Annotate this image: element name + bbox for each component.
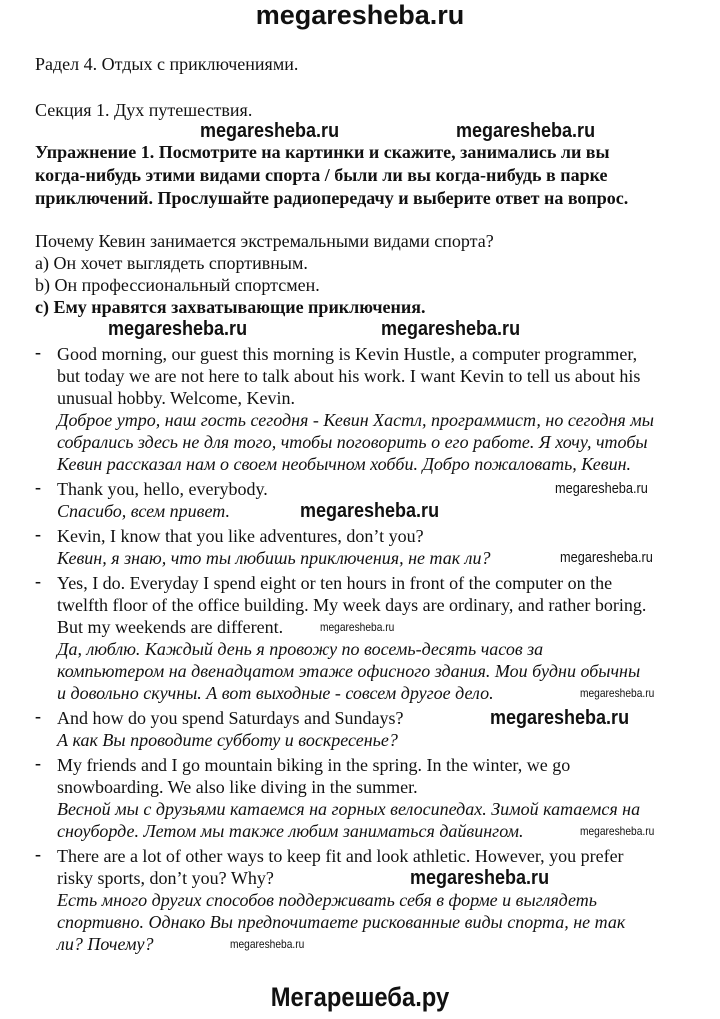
russian-translation-line: компьютером на двенадцатом этаже офисного здания. Мои будни обычны: [57, 661, 641, 681]
english-line: unusual hobby. Welcome, Kevin.: [57, 388, 296, 408]
english-line: Yes, I do. Everyday I spend eight or ten hours in front of the computer on the: [57, 573, 613, 593]
russian-translation-line: Спасибо, всем привет.: [57, 501, 230, 521]
russian-translation-line: спортивно. Однако Вы предпочитаете рискованные виды спорта, не так: [57, 912, 626, 932]
watermark: megaresheba.ru: [300, 500, 440, 522]
russian-translation-line: Весной мы с друзьями катаемся на горных велосипедах. Зимой катаемся на: [57, 799, 641, 819]
section-title: Радел 4. Отдых с приключениями.: [35, 54, 299, 74]
english-line: twelfth floor of the office building. My week days are ordinary, and rather boring.: [57, 595, 647, 615]
site-header[interactable]: megaresheba.ru: [255, 0, 465, 30]
dash-bullet-icon: -: [35, 342, 41, 362]
watermark: megaresheba.ru: [580, 824, 655, 838]
exercise-line: когда-нибудь этими видами спорта / были ли вы когда-нибудь в парке: [35, 165, 608, 185]
subsection-title: Секция 1. Дух путешествия.: [35, 100, 253, 120]
russian-translation-line: сноуборде. Летом мы также любим заниматься дайвингом.: [57, 821, 524, 841]
english-line: risky sports, don’t you? Why?: [57, 868, 274, 888]
english-line: My friends and I go mountain biking in the spring. In the winter, we go: [57, 755, 571, 775]
russian-translation-line: Да, люблю. Каждый день я провожу по восемь-десять часов за: [57, 639, 544, 659]
watermark: megaresheba.ru: [410, 867, 550, 889]
watermark: megaresheba.ru: [456, 120, 596, 142]
english-line: But my weekends are different.: [57, 617, 284, 637]
option-c-answer: c) Ему нравятся захватывающие приключения.: [35, 297, 426, 317]
dialogue-entry: [35, 572, 715, 704]
dash-bullet-icon: -: [35, 524, 41, 544]
site-footer: Мегарешеба.ру: [270, 982, 450, 1012]
watermark: megaresheba.ru: [381, 318, 521, 340]
watermark: megaresheba.ru: [230, 937, 305, 951]
dialogue-entry: [35, 343, 715, 475]
dialogue: [35, 343, 715, 958]
dash-bullet-icon: -: [35, 571, 41, 591]
watermark: megaresheba.ru: [108, 318, 248, 340]
english-line: Good morning, our guest this morning is Kevin Hustle, a computer programmer,: [57, 344, 638, 364]
watermark: megaresheba.ru: [200, 120, 340, 142]
russian-translation-line: А как Вы проводите субботу и воскресенье?: [57, 730, 398, 750]
watermark: megaresheba.ru: [320, 620, 395, 634]
dialogue-entry: [35, 845, 715, 955]
watermark: megaresheba.ru: [580, 686, 655, 700]
english-line: snowboarding. We also like diving in the summer.: [57, 777, 418, 797]
exercise-line: приключений. Прослушайте радиопередачу и выберите ответ на вопрос.: [35, 188, 629, 208]
dash-bullet-icon: -: [35, 706, 41, 726]
option-a: a) Он хочет выглядеть спортивным.: [35, 253, 308, 273]
russian-translation-line: собрались здесь не для того, чтобы поговорить о его работе. Я хочу, чтобы: [57, 432, 648, 452]
russian-translation-line: и довольно скучны. А вот выходные - совсем другое дело.: [57, 683, 494, 703]
russian-translation-line: Доброе утро, наш гость сегодня - Кевин Хастл, программист, но сегодня мы: [57, 410, 654, 430]
russian-translation-line: ли? Почему?: [57, 934, 154, 954]
exercise-line: Упражнение 1. Посмотрите на картинки и скажите, занимались ли вы: [35, 142, 610, 162]
watermark: megaresheba.ru: [555, 480, 648, 497]
russian-translation-line: Кевин рассказал нам о своем необычном хобби. Добро пожаловать, Кевин.: [57, 454, 631, 474]
dash-bullet-icon: -: [35, 753, 41, 773]
watermark: megaresheba.ru: [560, 549, 653, 566]
dash-bullet-icon: -: [35, 477, 41, 497]
english-line: There are a lot of other ways to keep fit and look athletic. However, you prefer: [57, 846, 624, 866]
english-line: Thank you, hello, everybody.: [57, 479, 268, 499]
english-line: Kevin, I know that you like adventures, don’t you?: [57, 526, 424, 546]
option-b: b) Он профессиональный спортсмен.: [35, 275, 320, 295]
english-line: but today we are not here to talk about his work. I want Kevin to tell us about his: [57, 366, 641, 386]
watermark: megaresheba.ru: [490, 707, 630, 729]
english-line: And how do you spend Saturdays and Sundays?: [57, 708, 404, 728]
russian-translation-line: Есть много других способов поддерживать себя в форме и выглядеть: [57, 890, 597, 910]
russian-translation-line: Кевин, я знаю, что ты любишь приключения, не так ли?: [57, 548, 491, 568]
question: Почему Кевин занимается экстремальными видами спорта?: [35, 231, 494, 251]
dash-bullet-icon: -: [35, 844, 41, 864]
